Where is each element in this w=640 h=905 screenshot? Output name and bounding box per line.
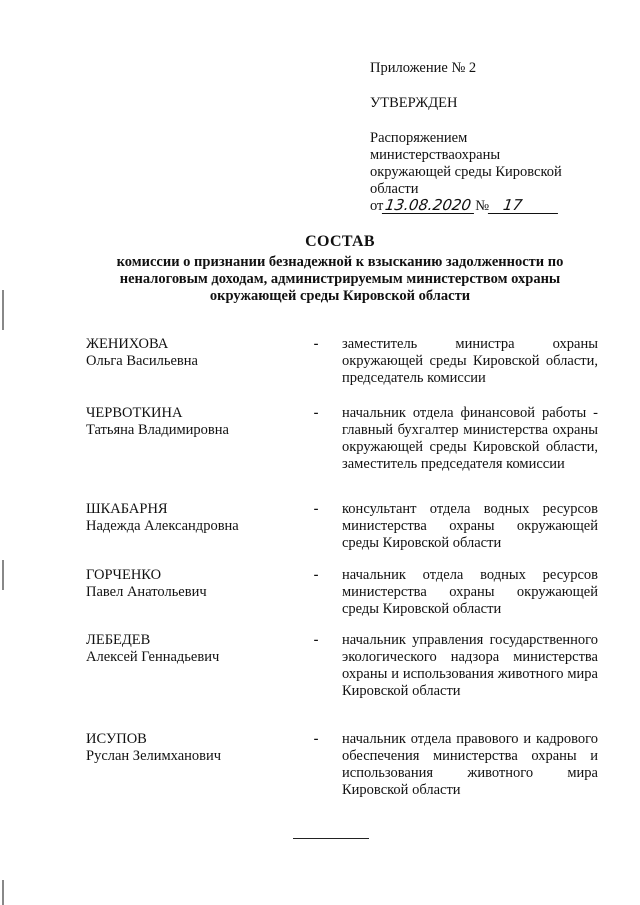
member-row xyxy=(86,731,598,801)
scan-artifact xyxy=(2,290,4,330)
member-surname: ЖЕНИХОВА xyxy=(86,336,169,352)
appendix-label: Приложение № 2 xyxy=(370,60,477,76)
document-subtitle: комиссии о признании безнадежной к взысканию задолженности по неналоговым доходам, администрируемым министерством охраны окружающей среды Кировской области xyxy=(116,254,564,304)
document-title: СОСТАВ xyxy=(305,233,375,250)
member-surname: ЧЕРВОТКИНА xyxy=(86,405,183,421)
dash-separator: - xyxy=(313,567,319,583)
member-role: начальник отдела финансовой работы - главный бухгалтер министерства охраны окружающей среды Кировской области, заместитель председателя комиссии xyxy=(342,405,598,472)
scan-artifact xyxy=(2,880,4,905)
member-row xyxy=(86,632,598,731)
member-name xyxy=(86,336,286,370)
order-date-row xyxy=(370,198,580,215)
member-given-name: Надежда Александровна xyxy=(86,518,239,534)
members-list xyxy=(86,336,598,801)
member-role: заместитель министра охраны окружающей среды Кировской области, председатель комиссии xyxy=(342,336,598,386)
order-line: окружающей среды Кировской xyxy=(370,164,562,180)
number-sign: № xyxy=(475,198,490,214)
order-line: области xyxy=(370,181,419,197)
member-given-name: Павел Анатольевич xyxy=(86,584,207,600)
member-given-name: Руслан Зелимханович xyxy=(86,748,222,764)
member-given-name: Алексей Геннадьевич xyxy=(86,649,220,665)
approved-label: УТВЕРЖДЕН xyxy=(370,95,458,111)
scan-artifact xyxy=(2,560,4,590)
member-given-name: Татьяна Владимировна xyxy=(86,422,229,438)
closing-divider xyxy=(293,838,369,839)
member-row xyxy=(86,501,598,567)
member-row xyxy=(86,336,598,405)
dash-separator: - xyxy=(313,405,319,421)
dash-separator: - xyxy=(313,632,319,648)
member-name xyxy=(86,405,286,439)
member-surname: ЛЕБЕДЕВ xyxy=(86,632,151,648)
member-name xyxy=(86,501,286,535)
member-given-name: Ольга Васильевна xyxy=(86,353,198,369)
member-row xyxy=(86,567,598,632)
member-surname: ГОРЧЕНКО xyxy=(86,567,162,583)
member-role: консультант отдела водных ресурсов министерства охраны окружающей среды Кировской области xyxy=(342,501,598,551)
order-line: министерстваохраны xyxy=(370,147,501,163)
order-line: Распоряжением xyxy=(370,130,468,146)
member-name xyxy=(86,567,286,601)
member-role: начальник отдела правового и кадрового обеспечения министерства охраны и использования животного мира Кировской области xyxy=(342,731,598,798)
approval-block xyxy=(370,60,580,215)
handwritten-number: 17 xyxy=(488,198,560,214)
member-surname: ИСУПОВ xyxy=(86,731,147,747)
member-role: начальник управления государственного экологического надзора министерства охраны и использования животного мира Кировской области xyxy=(342,632,598,699)
handwritten-date: 13.08.2020 xyxy=(382,198,476,214)
dash-separator: - xyxy=(313,501,319,517)
member-surname: ШКАБАРНЯ xyxy=(86,501,168,517)
member-role: начальник отдела водных ресурсов министерства охраны окружающей среды Кировской области xyxy=(342,567,598,617)
member-row xyxy=(86,405,598,501)
member-name xyxy=(86,632,286,666)
date-prefix: от xyxy=(370,198,384,214)
dash-separator: - xyxy=(313,336,319,352)
member-name xyxy=(86,731,286,765)
dash-separator: - xyxy=(313,731,319,747)
